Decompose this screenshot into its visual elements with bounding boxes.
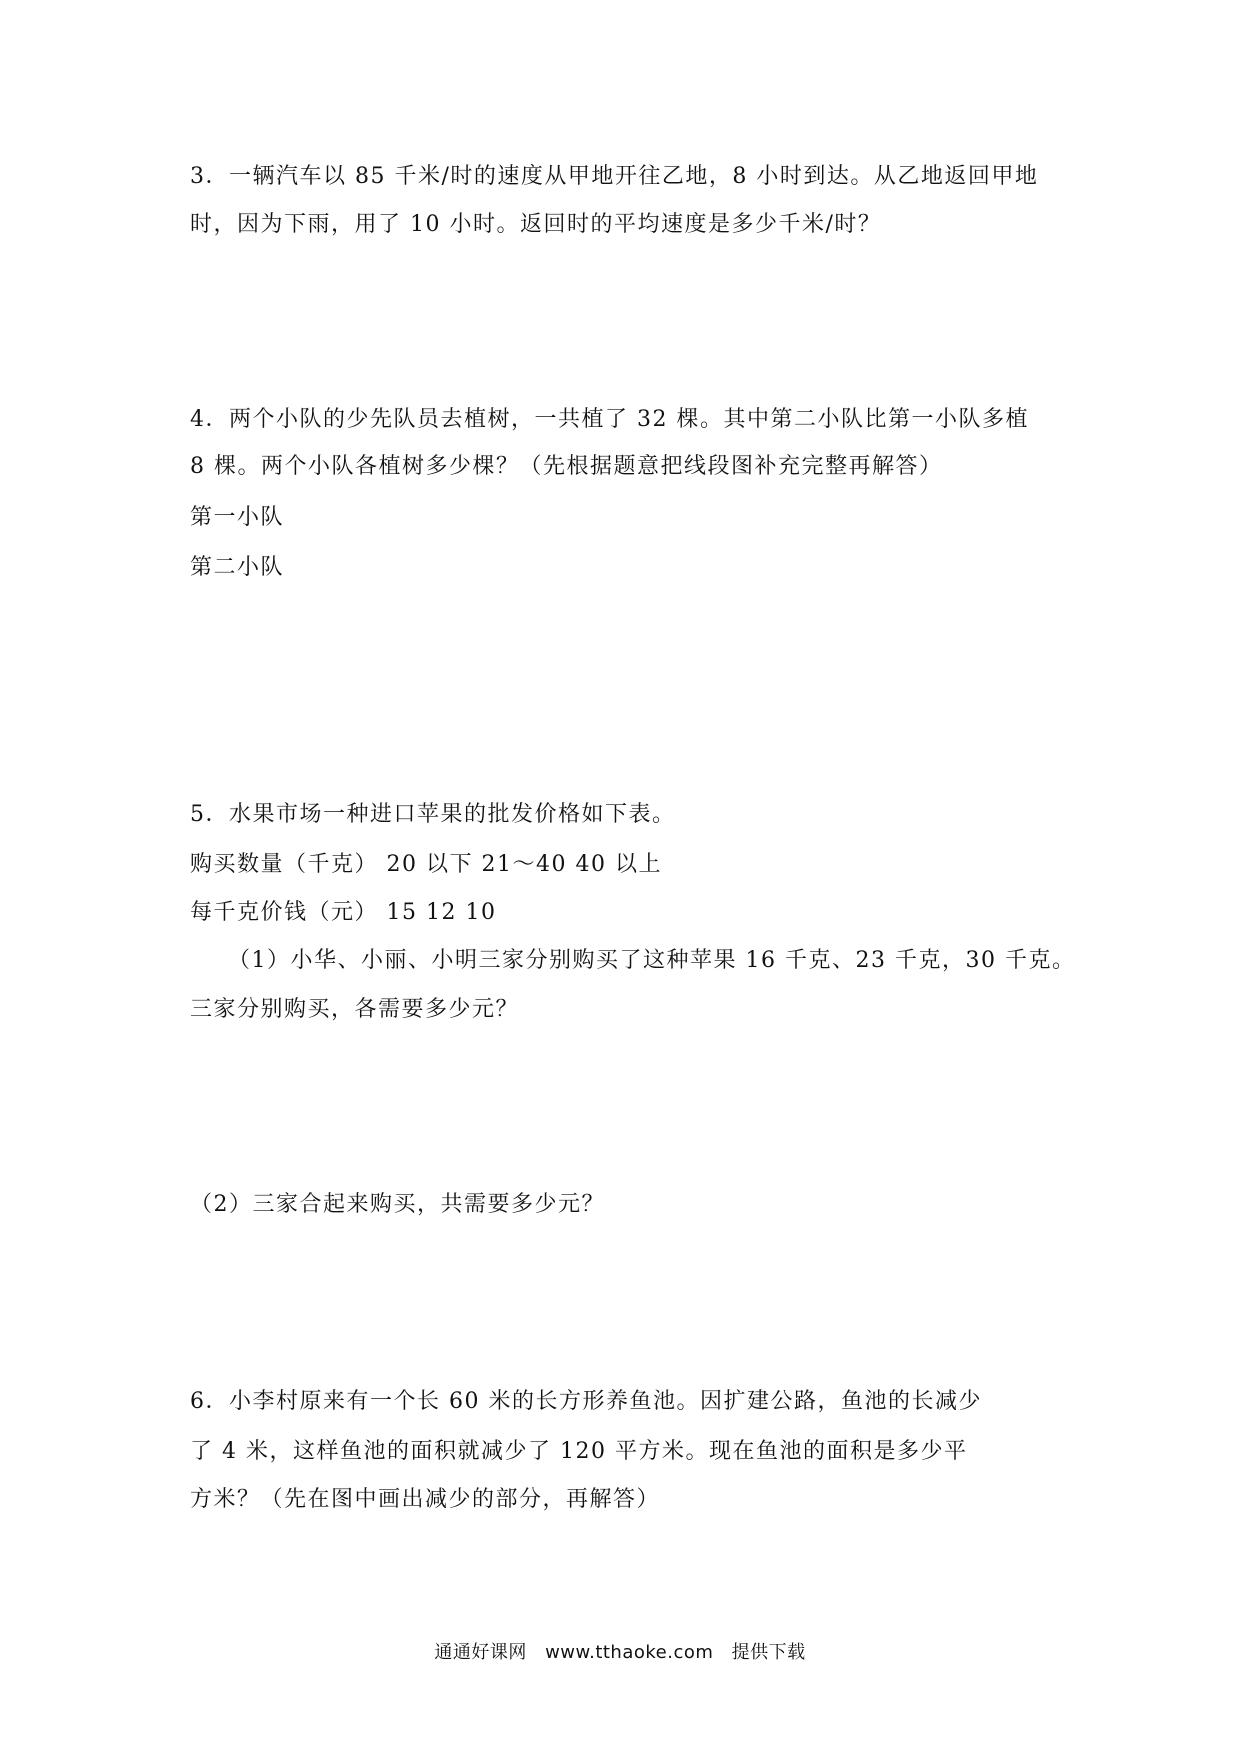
page-footer	[0, 1638, 1240, 1664]
problem-5-sub-1-line-1: （1）小华、小丽、小明三家分别购买了这种苹果 16 千克、23 千克，30 千克。	[228, 948, 1076, 973]
problem-5-line-1: 5．水果市场一种进口苹果的批发价格如下表。	[190, 802, 676, 827]
problem-6-line-2: 了 4 米，这样鱼池的面积就减少了 120 平方米。现在鱼池的面积是多少平	[190, 1439, 968, 1464]
footer-url: www.tthaoke.com	[545, 1642, 714, 1663]
problem-3-line-1: 3．一辆汽车以 85 千米/时的速度从甲地开往乙地，8 小时到达。从乙地返回甲地	[190, 164, 1039, 189]
problem-4-line-2: 8 棵。两个小队各植树多少棵？（先根据题意把线段图补充完整再解答）	[190, 454, 943, 479]
problem-3-line-2: 时，因为下雨，用了 10 小时。返回时的平均速度是多少千米/时？	[190, 212, 882, 237]
problem-5-sub-2: （2）三家合起来购买，共需要多少元？	[190, 1192, 605, 1217]
price-table-row-quantity: 购买数量（千克） 20 以下 21～40 40 以上	[190, 852, 662, 877]
price-table-row-price: 每千克价钱（元） 15 12 10	[190, 900, 497, 925]
team-2-label: 第二小队	[190, 555, 285, 580]
problem-4-line-1: 4．两个小队的少先队员去植树，一共植了 32 棵。其中第二小队比第一小队多植	[190, 407, 1029, 432]
footer-site-name: 通通好课网	[434, 1642, 527, 1663]
problem-5-sub-1-line-2: 三家分别购买，各需要多少元？	[190, 997, 520, 1022]
team-1-label: 第一小队	[190, 505, 285, 530]
problem-6-line-3: 方米？（先在图中画出减少的部分，再解答）	[190, 1487, 661, 1512]
footer-suffix: 提供下载	[731, 1642, 806, 1663]
problem-6-line-1: 6．小李村原来有一个长 60 米的长方形养鱼池。因扩建公路，鱼池的长减少	[190, 1389, 982, 1414]
